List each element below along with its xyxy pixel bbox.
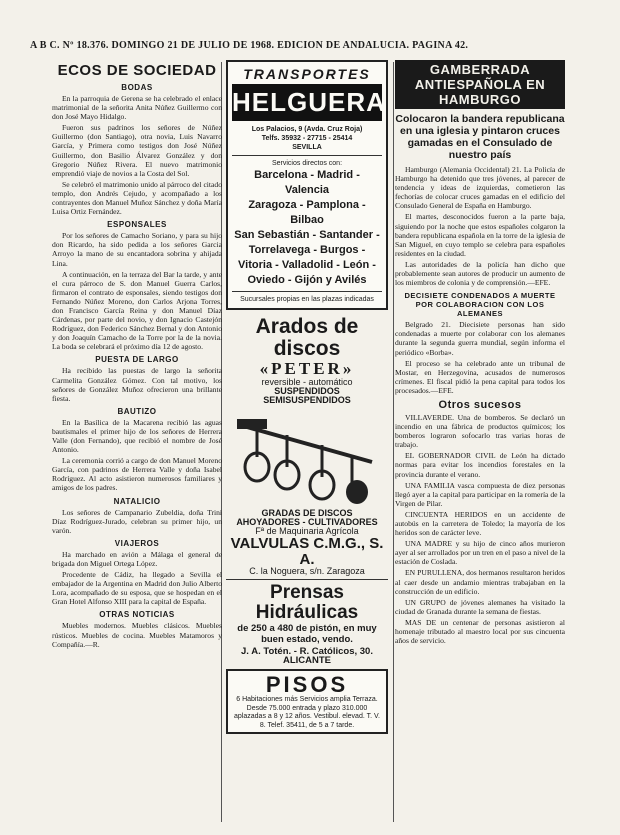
sub-line: SUSPENDIDOS bbox=[274, 385, 340, 396]
paragraph: VILLAVERDE. Una de bomberos. Se declaró un incendio en una fábrica de productos químicos; los bomberos lograron sofocarlo tras varias horas de trabajo. bbox=[395, 412, 565, 450]
product-line: AHOYADORES - CULTIVADORES bbox=[236, 516, 378, 527]
paragraph: Los señores de Campanario Zubeldia, doña Trini Díaz Rodríguez-Jurado, celebran su primer hijo, un varón. bbox=[52, 507, 222, 535]
section-title: ECOS DE SOCIEDAD bbox=[57, 62, 217, 79]
plough-illustration bbox=[227, 407, 387, 507]
prensas-ad bbox=[226, 583, 388, 665]
paragraph: En la parroquia de Gerena se ha celebrado el enlace matrimonial de la señorita Anita Núñez Guillermo con don José Mayo Hidalgo. bbox=[52, 94, 222, 122]
pisos-body: 6 Habitaciones más Servicios amplia Terraza. Desde 75.000 entrada y plazo 310.000 aplazadas a 8 y 12 años. Vestibul. elevad. T. V. 8. Telef. 35411, de 5 a 7 tarde. bbox=[234, 696, 380, 729]
society-column bbox=[52, 60, 222, 820]
address: C. la Noguera, s/n. Zaragoza bbox=[249, 566, 365, 577]
helguera-brand: HELGUERA bbox=[232, 87, 386, 117]
natalicio-heading: NATALICIO bbox=[113, 496, 161, 506]
peter-brand: «PETER» bbox=[259, 359, 355, 379]
service-line: San Sebastián - Santander - Torrelavega - Burgos - Vitoria - Valladolid - León - Oviedo - Gijón y Avilés bbox=[234, 229, 380, 286]
pisos-title: PISOS bbox=[265, 672, 349, 698]
prensas-contact: J. A. Totén. - R. Católicos, 30. bbox=[241, 646, 373, 658]
ads-column bbox=[222, 60, 392, 830]
sub-line: reversible - automático bbox=[261, 376, 353, 387]
service-line: Zaragoza - Pamplona - Bilbao bbox=[248, 199, 366, 226]
esponsales-heading: ESPONSALES bbox=[107, 220, 167, 230]
pisos-ad bbox=[226, 669, 388, 734]
paragraph: EN PURULLENA, dos hermanos resultaron heridos al caer desde un andamio mientras trabajaban en la construcción de un edificio. bbox=[395, 568, 565, 596]
arados-title: Arados de discos bbox=[255, 315, 359, 361]
paragraph: Por los señores de Camacho Soriano, y para su hijo don Ricardo, ha sido pedida a los señores Garcia Arroyo la mano de su encantadora sobrina y ahijada Lina. bbox=[52, 231, 222, 268]
paragraph: EL GOBERNADOR CIVIL de León ha dictado normas para evitar los incendios forestales en la provincia durante el verano. bbox=[395, 451, 565, 479]
otros-sucesos-heading: Otros sucesos bbox=[438, 398, 522, 411]
paragraph: Se celebró el matrimonio unido al párroco del citado templo, don Andrés Cejudo, y acompañado a los contrayentes don Manuel Muñoz Sánchez y doña María Luisa Ortiz Fernández. bbox=[52, 179, 222, 217]
paragraph: Fueron sus padrinos los señores de Núñez Guillermo (don Santiago), otra novia, Luis Navarro García, y Primera como testigos don José Núñez Guillermo, don Basilio Álvarez González y don Gregorio Núñez Rivera. El nuevo matrimonio emprendió viaje de novios a la Costa del Sol. bbox=[52, 123, 222, 178]
viajeros-heading: VIAJEROS bbox=[114, 538, 160, 548]
bautizo-heading: BAUTIZO bbox=[117, 406, 157, 416]
bodas-heading: BODAS bbox=[121, 83, 153, 92]
product-line: GRADAS DE DISCOS bbox=[261, 507, 353, 518]
paragraph: UNA FAMILIA vasca compuesta de diez personas llegó ayer a la capital para participar en la romería de la Virgen de Pilar. bbox=[395, 480, 565, 508]
paragraph: Procedente de Cádiz, ha llegado a Sevilla el embajador de la Argentina en Madrid don Julio Alberto Lora, acompañado de su esposa, que se hospedan en el Gran Hotel Alfonso XIII para la capital de España. bbox=[52, 570, 222, 607]
transportes-ad bbox=[226, 60, 388, 310]
paragraph: MAS DE un centenar de personas asistieron al homenaje tributado al maestro local por sus cincuenta años de servicio. bbox=[395, 617, 565, 646]
paragraph: A continuación, en la terraza del Bar la tarde, y ante el cura párroco de S. don Manuel Guerra Carlos, firmaron el contrato de esponsales, siendo testigos don Fernando Núñez Moreno, don Carlos Arjona Torres, don Francisco García Reina y don Manuel Díaz Cárdenas, por parte del novio, y don Ignacio Castejón Rodríguez, don Federico Sánchez Bernal y don Antonio y don Joaquín Camacho de la Torre por la de la novia. La boda se celebrará el próximo día 12 de agosto. bbox=[52, 269, 222, 352]
helguera-banner bbox=[232, 84, 386, 121]
headline-banner: GAMBERRADA ANTIESPAÑOLA EN HAMBURGO bbox=[395, 60, 565, 109]
city: SEVILLA bbox=[292, 144, 322, 151]
paragraph: CINCUENTA HERIDOS en un accidente de autobús en la carretera de Toledo; la mayoría de los heridos son de carácter leve. bbox=[395, 509, 565, 538]
phones: Telfs. 35932 - 27715 - 25414 bbox=[261, 135, 353, 142]
paragraph: Belgrado 21. Diecisiete personas han sido condenadas a muerte por colaborar con los alemanes durante la segunda guerra mundial, según informa el periódico «Borba». bbox=[395, 320, 565, 357]
valvulas-brand: VALVULAS C.M.G., S. A. bbox=[230, 534, 384, 568]
services-heading: Servicios directos con: bbox=[271, 160, 343, 167]
arados-ad bbox=[226, 316, 388, 576]
paragraph: UNA MADRE y su hijo de cinco años murieron ayer al ser arrollados por un tren en el paso a nivel de la estación de Coslada. bbox=[395, 539, 565, 567]
paragraph: Las autoridades de la policía han dicho que probablemente sean autores de producir un aumento de los miembros de colonia y de comprensión.—EFE. bbox=[395, 259, 565, 288]
paragraph: La ceremonia corrió a cargo de don Manuel Moreno García, con padrinos de Herrera Valle y doña Isabel Rodríguez. Al acto asistieron numerosos familiares y amigos de los padres. bbox=[52, 456, 222, 493]
article-heading: DECISIETE CONDENADOS A MUERTE POR COLABORACION CON LOS ALEMANES bbox=[404, 291, 556, 319]
prensas-title: Prensas Hidráulicas bbox=[255, 582, 359, 624]
paragraph: Hamburgo (Alemania Occidental) 21. La Policía de Hamburgo ha detenido que tres jóvenes, al parecer de tendencia y ideas de izquierdas, cometieron las fechorías de colocar cruces gamadas en el edificio del Consulado General de España en Hamburgo. bbox=[395, 165, 565, 211]
paragraph: Ha recibido las puestas de largo la señorita Carmelita González Gómez. Con tal motivo, los señores de González Muñoz ofrecieron una brillante fiesta. bbox=[52, 366, 222, 403]
ad-footer: Sucursales propias en las plazas indicadas bbox=[240, 296, 374, 303]
sub-line: SEMISUSPENDIDOS bbox=[263, 394, 351, 405]
address: Los Palacios, 9 (Avda. Cruz Roja) bbox=[251, 126, 363, 133]
prensas-body: de 250 a 480 de pistón, en muy buen estado, vendo. bbox=[237, 623, 377, 646]
product-line: Fª de Maquinaria Agrícola bbox=[255, 525, 359, 536]
paragraph: El proceso se ha celebrado ante un tribunal de Mostar, en Herzegovina, acusados de numerosos crímenes. El fiscal pidió la pena capital para todos los procesados.—EFE. bbox=[395, 358, 565, 395]
prensas-city: ALICANTE bbox=[282, 655, 332, 667]
subheadline: Colocaron la bandera republicana en una iglesia y pintaron cruces gamadas en el Consulado de nuestro país bbox=[395, 113, 565, 161]
paragraph: El martes, desconocidos fueron a la parte baja, siguiendo por la noche que estos españoles colgaron la bandera republicana española en la torre de la iglesia de San Miguel, en cuyo templo se celebra para españoles residentes en la ciudad. bbox=[395, 212, 565, 258]
otras-heading: OTRAS NOTICIAS bbox=[99, 610, 175, 620]
news-column bbox=[395, 60, 565, 830]
paragraph: Ha marchado en avión a Málaga el general de brigada don Miguel Ortega López. bbox=[52, 549, 222, 568]
paragraph: En la Basílica de la Macarena recibió las aguas bautismales el primer hijo de los señores de Herrera Valle (don Fernando), que recibió el nombre de José Antonio. bbox=[52, 417, 222, 455]
transportes-label: TRANSPORTES bbox=[243, 66, 371, 82]
paragraph: Muebles modernos. Muebles clásicos. Muebles rústicos. Muebles de cocina. Muebles Matamoros y Compañía.—R. bbox=[52, 621, 222, 649]
page-header: A B C. Nº 18.376. DOMINGO 21 DE JULIO DE 1968. EDICION DE ANDALUCIA. PAGINA 42. bbox=[30, 40, 469, 51]
puesta-heading: PUESTA DE LARGO bbox=[95, 355, 179, 365]
paragraph: UN GRUPO de jóvenes alemanes ha visitado la ciudad de Granada durante la semana de fiestas. bbox=[395, 597, 565, 616]
service-line: Barcelona - Madrid - Valencia bbox=[254, 169, 360, 196]
column-rule bbox=[393, 62, 394, 822]
